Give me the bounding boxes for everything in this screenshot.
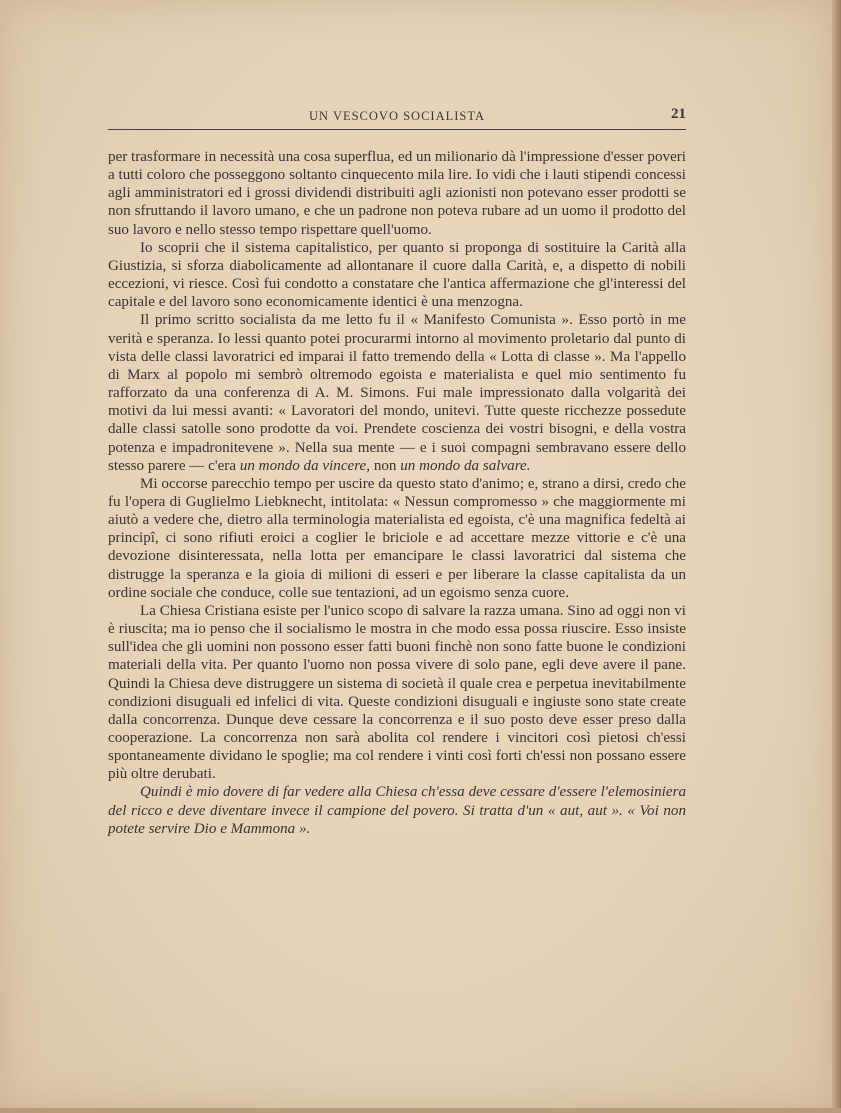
running-head bbox=[108, 106, 686, 128]
paragraph-1: per trasformare in necessità una cosa superflua, ed un milionario dà l'impressione d'esser poveri a tutti coloro che posseggono soltanto cinquecento mila lire. Io vidi che i lauti stipendi concessi agli amministratori ed i grossi dividendi distribuiti agli azionisti non potevano esser prodotti se non sfruttando il lavoro umano, e che un padrone non poteva rubare ad un uomo il prodotto del suo lavoro e nello stesso tempo rispettare quell'uomo. bbox=[108, 149, 686, 238]
running-title: UN VESCOVO SOCIALISTA bbox=[308, 109, 486, 123]
paragraph-3-text-a: Il primo scritto socialista da me letto fu il « Manifesto Comunista ». Esso portò in me verità e speranza. Io lessi quanto potei procurarmi intorno al movimento proletario dal punto di vista delle classi lavoratrici ed imparai il fatto tremendo della « Lotta di classe ». Ma l'appello di Marx al popolo mi sembrò oltremodo egoista e materialista e quel mio sentimento fu rafforzato da una conferenza di A. M. Simons. Fui male impressionato dalla volgarità dei motivi da lui messi avanti: « Lavoratori del mondo, unitevi. Tutte queste ricchezze possedute dalle classi satolle sono prodotte da voi. Prendete coscienza dei vostri bisogni, e della vostra potenza e impadronitevene ». Nella sua mente — e i suoi compagni sembravano essere dello stesso parere — c'era bbox=[108, 312, 686, 474]
body-text bbox=[108, 148, 686, 838]
paragraph-3-italic-1: un mondo da vincere, bbox=[239, 457, 371, 474]
page-number: 21 bbox=[671, 106, 686, 122]
paragraph-4: Mi occorse parecchio tempo per uscire da questo stato d'animo; e, strano a dirsi, credo che fu l'opera di Guglielmo Liebknecht, intitolata: « Nessun compromesso » che maggiormente mi aiutò a vedere che, dietro alla terminologia materialista ed egoista, c'è una magnifica fedeltà ai principî, ci sono rifiuti eroici a coglier le briciole e ad accettare mezze vittorie e c'è una devozione disinteressata, nella lotta per emancipare le classi lavoratrici dal sistema che distrugge la speranza e la gioia di milioni di esseri e per liberare la classe capitalista da un ordine sociale che conduce, colle sue tentazioni, ad un egoismo senza cuore. bbox=[108, 475, 686, 601]
page-edge-right bbox=[832, 0, 841, 1113]
header-rule bbox=[108, 129, 686, 130]
paragraph-6: Quindi è mio dovere di far vedere alla Chiesa ch'essa deve cessare d'essere l'elemosiniera del ricco e deve diventare invece il campione del povero. Si tratta d'un « aut, aut ». « Voi non potete servire Dio e Mammona ». bbox=[108, 784, 686, 837]
paragraph-3-italic-2: un mondo da salvare. bbox=[400, 457, 531, 474]
paragraph-2: Io scoprii che il sistema capitalistico, per quanto si proponga di sostituire la Carità alla Giustizia, si sforza diabolicamente ad allontanare il cuore dalla Carità, e, a dispetto di nobili eccezioni, vi riesce. Così fui condotto a constatare che l'antica affermazione che gl'interessi del capitale e del lavoro sono economicamente identici è una menzogna. bbox=[108, 239, 686, 311]
paragraph-3 bbox=[108, 311, 686, 474]
paragraph-5: La Chiesa Cristiana esiste per l'unico scopo di salvare la razza umana. Sino ad oggi non vi è riuscita; ma io penso che il socialismo le mostra in che modo essa possa riuscire. Esso insiste sull'idea che gli uomini non possono esser fatti buoni finchè non sono fatte buone le condizioni materiali della vita. Per quanto l'uomo non possa vivere di solo pane, egli deve avere il pane. Quindi la Chiesa deve distruggere un sistema di società il quale crea e perpetua inevitabilmente condizioni disuguali ed infelici di vita. Queste condizioni disuguali e ingiuste sono state create dalla concorrenza. Dunque deve cessare la concorrenza e il suo posto deve esser preso dalla cooperazione. La concorrenza non sarà abolita col rendere i vincitori così pietosi ch'essi spontaneamente dividano le spoglie; ma col rendere i vinti così forti ch'essi non possano essere più oltre derubati. bbox=[108, 602, 686, 783]
paragraph-3-text-b: non bbox=[373, 457, 397, 474]
page-edge-bottom bbox=[0, 1108, 841, 1113]
